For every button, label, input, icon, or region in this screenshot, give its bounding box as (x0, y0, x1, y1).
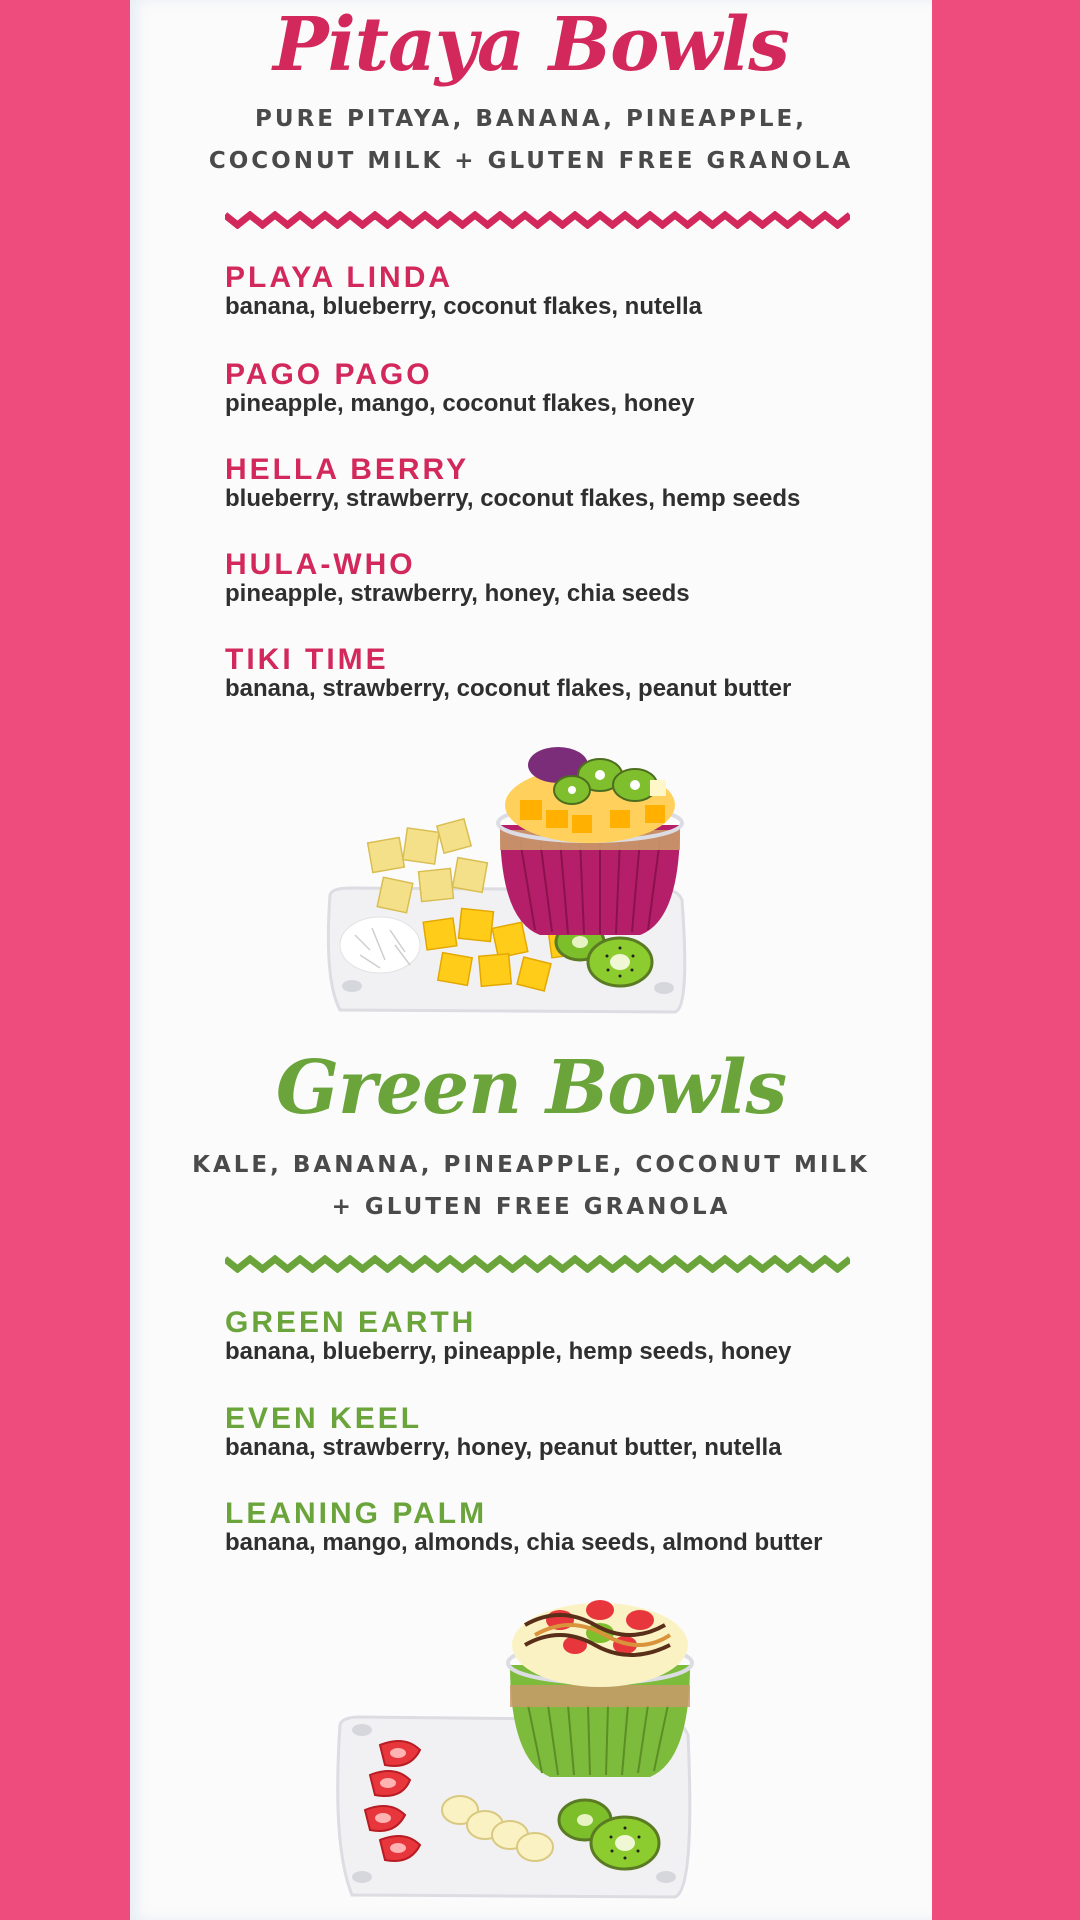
green-bowl-photo (310, 1585, 750, 1905)
item-name: PLAYA LINDA (225, 261, 454, 294)
item-description: banana, strawberry, honey, peanut butter, nutella (225, 1434, 782, 1461)
item-description: pineapple, strawberry, honey, chia seeds (225, 580, 690, 607)
menu-item-even-keel (225, 1404, 905, 1462)
green-bowls-subtitle (130, 1144, 932, 1228)
green-zigzag-divider (225, 1255, 850, 1273)
item-name: LEANING PALM (225, 1497, 488, 1530)
item-description: banana, blueberry, coconut flakes, nutella (225, 293, 703, 320)
pitaya-zigzag-divider (225, 211, 850, 229)
menu-item-hula-who (225, 550, 905, 608)
item-name: PAGO PAGO (225, 358, 433, 391)
item-description: blueberry, strawberry, coconut flakes, hemp seeds (225, 485, 801, 512)
item-description: pineapple, mango, coconut flakes, honey (225, 390, 695, 417)
green-bowls-title: Green Bowls (275, 1045, 787, 1131)
item-name: HULA-WHO (225, 548, 416, 581)
pitaya-bowl-photo (310, 730, 750, 1020)
item-description: banana, mango, almonds, chia seeds, almond butter (225, 1529, 823, 1556)
green-subtitle-line-1: KALE, BANANA, PINEAPPLE, COCONUT MILK (192, 1152, 870, 1178)
item-name: HELLA BERRY (225, 453, 470, 486)
pitaya-bowls-title: Pitaya Bowls (273, 2, 789, 88)
menu-item-green-earth (225, 1308, 905, 1366)
item-name: TIKI TIME (225, 643, 389, 676)
menu-item-pago-pago (225, 360, 905, 418)
menu-item-playa-linda (225, 263, 905, 321)
pitaya-subtitle-line-1: PURE PITAYA, BANANA, PINEAPPLE, (255, 106, 807, 132)
item-description: banana, strawberry, coconut flakes, peanut butter (225, 675, 792, 702)
item-name: GREEN EARTH (225, 1306, 477, 1339)
menu-panel (130, 0, 932, 1920)
pitaya-subtitle-line-2: COCONUT MILK + GLUTEN FREE GRANOLA (208, 148, 854, 174)
menu-item-leaning-palm (225, 1499, 905, 1557)
item-name: EVEN KEEL (225, 1402, 423, 1435)
item-description: banana, blueberry, pineapple, hemp seeds, honey (225, 1338, 792, 1365)
menu-item-hella-berry (225, 455, 905, 513)
menu-item-tiki-time (225, 645, 905, 703)
pitaya-bowls-subtitle (130, 98, 932, 182)
green-subtitle-line-2: + GLUTEN FREE GRANOLA (331, 1194, 731, 1220)
